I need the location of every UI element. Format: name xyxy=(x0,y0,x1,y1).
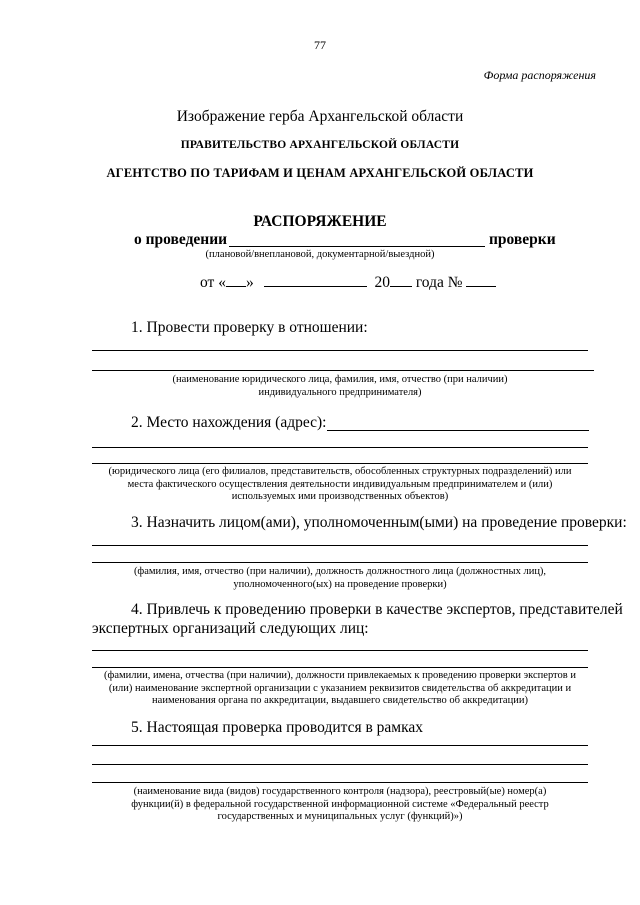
item-2-field-line-1[interactable] xyxy=(92,447,588,448)
item-3-text: 3. Назначить лицом(ами), уполномоченным(ыми) на проведение проверки: xyxy=(131,514,627,531)
date-from-label: от « xyxy=(200,274,226,291)
item-3-caption: (фамилия, имя, отчество (при наличии), должность должностного лица (должностных лиц), уполномоченного(ых) на проведение проверки) xyxy=(133,566,547,590)
check-type-caption: (плановой/внеплановой, документарной/выездной) xyxy=(205,249,435,260)
about-prefix: о проведении xyxy=(134,231,228,248)
item-1-field-line-1[interactable] xyxy=(92,350,588,351)
item-4-field-line-2[interactable] xyxy=(92,667,588,668)
coat-of-arms-placeholder: Изображение герба Архангельской области xyxy=(176,108,464,125)
year-prefix: 20 xyxy=(374,274,390,291)
item-5-field-line-3[interactable] xyxy=(92,782,588,783)
item-4-text-line-1: 4. Привлечь к проведению проверки в качестве экспертов, представителей xyxy=(131,601,623,618)
number-field[interactable] xyxy=(466,272,496,287)
government-name: ПРАВИТЕЛЬСТВО АРХАНГЕЛЬСКОЙ ОБЛАСТИ xyxy=(180,139,460,151)
page-number: 77 xyxy=(314,38,326,52)
agency-name: АГЕНТСТВО ПО ТАРИФАМ И ЦЕНАМ АРХАНГЕЛЬСКОЙ ОБЛАСТИ xyxy=(106,166,534,180)
item-4-field-line-1[interactable] xyxy=(92,650,588,651)
month-field[interactable] xyxy=(264,272,367,287)
year-suffix-label: года № xyxy=(415,274,463,291)
item-2-text: 2. Место нахождения (адрес): xyxy=(131,414,327,431)
date-line xyxy=(200,272,496,292)
item-4-caption: (фамилии, имена, отчества (при наличии), должности привлекаемых к проведению проверки экспертов и (или) наименование экспертной организации с указанием реквизитов свидетельства об аккредитации и наименования органа по аккредитации, выдавшего свидетельство об аккредитации) xyxy=(104,670,576,706)
document-title: РАСПОРЯЖЕНИЕ xyxy=(253,213,387,230)
item-1-caption: (наименование юридического лица, фамилия, имя, отчество (при наличии) индивидуального предпринимателя) xyxy=(172,374,508,398)
item-5-field-line-1[interactable] xyxy=(92,745,588,746)
item-1-field-line-2[interactable] xyxy=(92,370,594,371)
item-5-text: 5. Настоящая проверка проводится в рамках xyxy=(131,719,424,736)
about-suffix: проверки xyxy=(489,231,556,248)
check-type-field[interactable] xyxy=(229,246,485,247)
date-quote-close: » xyxy=(245,274,254,291)
item-2-caption: (юридического лица (его филиалов, представительств, обособленных структурных подразделений) или места фактического осуществления деятельности индивидуальным предпринимателем и (или) используемых ими производственных объектов) xyxy=(108,466,572,502)
item-5-caption: (наименование вида (видов) государственного контроля (надзора), реестровый(ые) номер(а) функции(й) в федеральной государственной информационной системе «Федеральный реестр государственных и муниципальных услуг (функций)») xyxy=(131,786,549,822)
day-field[interactable] xyxy=(226,272,246,287)
item-5-field-line-2[interactable] xyxy=(92,764,588,765)
year-field[interactable] xyxy=(390,272,412,287)
item-2-address-field[interactable] xyxy=(327,430,589,431)
form-label: Форма распоряжения xyxy=(483,68,596,82)
item-3-field-line-2[interactable] xyxy=(92,562,588,563)
item-4-text-line-2: экспертных организаций следующих лиц: xyxy=(92,620,369,637)
item-2-field-line-2[interactable] xyxy=(92,463,588,464)
item-3-field-line-1[interactable] xyxy=(92,545,588,546)
item-1-text: 1. Провести проверку в отношении: xyxy=(131,319,368,336)
